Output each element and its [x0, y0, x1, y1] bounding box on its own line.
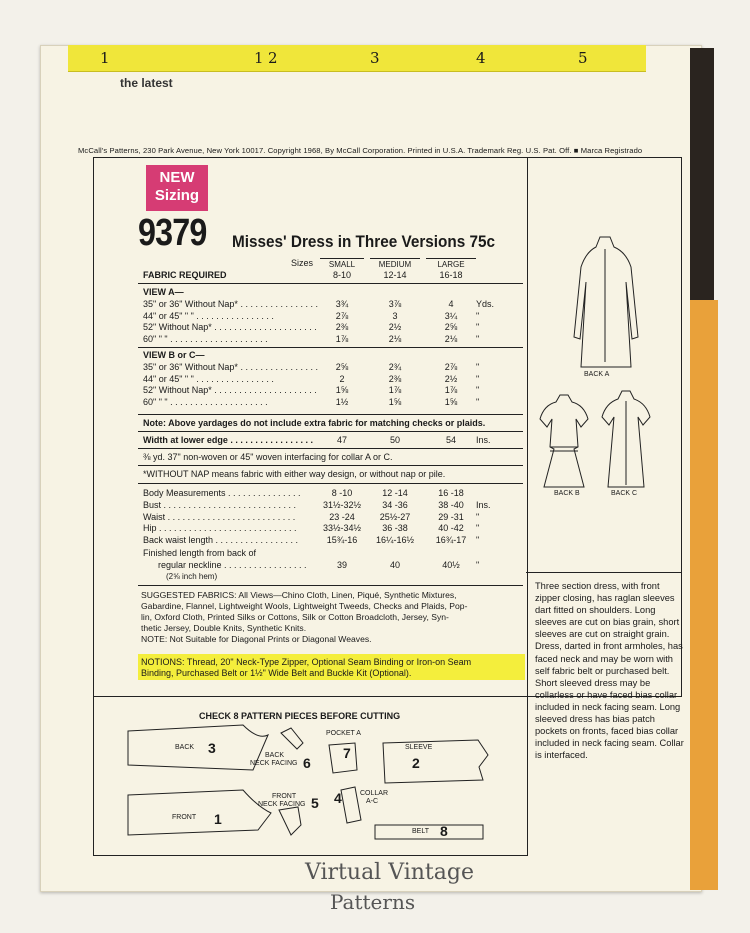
table-cell: 2⅜ [335, 322, 349, 332]
front-neck-label2: NECK FACING [258, 801, 306, 808]
table-cell: Bust . . . . . . . . . . . . . . . . . . . . . . . . . . . [143, 500, 297, 510]
sizes-label: Sizes [291, 258, 314, 268]
table-cell: 29 -31 [438, 511, 464, 522]
background-orange-edge [690, 300, 718, 890]
table-cell: 31½-32½ [322, 500, 362, 510]
width-lower-edge-label: Width at lower edge . . . . . . . . . . . . . . . . . [143, 435, 313, 445]
table-cell: 44" or 45" " " . . . . . . . . . . . . . . . . [143, 310, 274, 321]
table-cell: 36 -38 [382, 523, 408, 533]
table-cell: 3¾ [335, 299, 349, 309]
notions-line2: Binding, Purchased Belt or 1½" Wide Belt and Buckle Kit (Optional). [141, 668, 412, 678]
pattern-title: Misses' Dress in Three Versions 75c [232, 232, 496, 251]
back-neck-label2: NECK FACING [250, 760, 298, 767]
table-cell: " [476, 333, 480, 344]
sleeve-label: SLEEVE [405, 744, 433, 751]
table-cell: 35" or 36" Without Nap* . . . . . . . . . . . . . . . . [143, 362, 318, 372]
finished-length-hem: (2⅝ inch hem) [166, 572, 218, 581]
table-cell: 16¾-17 [435, 534, 467, 545]
table-cell: 35" or 36" Without Nap* . . . . . . . . . . . . . . . . [143, 299, 318, 309]
table-cell: 3¼ [444, 310, 458, 321]
table-cell: " [476, 373, 480, 384]
yardage-note: Note: Above yardages do not include extra fabric for matching checks or plaids. [143, 418, 486, 428]
table-cell: " [476, 322, 480, 332]
view-a-heading: VIEW A— [143, 287, 184, 297]
table-cell: 2⅝ [444, 322, 458, 332]
pattern-pieces-diagram [93, 695, 526, 855]
size-small-range: 8-10 [332, 270, 351, 280]
table-cell: 1⅝ [388, 396, 402, 407]
table-cell: 60" " " . . . . . . . . . . . . . . . . . . . . [143, 333, 268, 344]
size-medium-header: MEDIUM [370, 258, 420, 269]
pocket-label: POCKET A [326, 730, 361, 737]
belt-number: 8 [440, 823, 448, 839]
ruler-mark-4: 4 [476, 49, 486, 67]
back-piece-icon [128, 725, 268, 770]
finished-length-line1: Finished length from back of [143, 548, 257, 558]
table-cell: 2½ [388, 322, 402, 332]
bm-small: 8 -10 [331, 488, 353, 498]
new-sizing-badge: NEW Sizing [146, 165, 208, 211]
measuring-tape [68, 45, 646, 72]
size-large-range: 16-18 [439, 270, 463, 280]
table-cell: " [476, 523, 480, 533]
back-neck-facing-icon [281, 728, 303, 749]
width-large: 54 [445, 435, 456, 445]
collar-label: COLLAR [360, 790, 389, 797]
table-cell: 38 -40 [438, 500, 464, 510]
table-cell: Yds. [476, 299, 495, 309]
fabric-line: NOTE: Not Suitable for Diagonal Prints or Diagonal Weaves. [141, 634, 372, 644]
table-cell: 44" or 45" " " . . . . . . . . . . . . . . . . [143, 373, 274, 384]
table-cell: 2⅞ [335, 310, 349, 321]
pocket-number: 7 [343, 745, 351, 761]
finished-small: 39 [336, 560, 347, 570]
fabric-line: Gabardine, Flannel, Lightweight Wools, Lightweight Tweeds, Checks and Plaids, Pop- [141, 601, 468, 611]
ruler-mark-2: 2 [268, 49, 278, 67]
table-cell: 1⅝ [444, 396, 458, 407]
bm-large: 16 -18 [438, 488, 464, 498]
finished-length-line2: regular neckline . . . . . . . . . . . . . . . . . [158, 560, 307, 570]
table-cell: 2⅝ [335, 362, 349, 372]
front-piece-icon [128, 790, 271, 835]
table-cell: 23 -24 [329, 511, 355, 522]
collar-label2: A-C [366, 798, 379, 805]
belt-piece-icon [375, 825, 483, 839]
table-cell: 15¾-16 [326, 534, 358, 545]
table-cell: 1⅞ [444, 385, 458, 395]
table-cell: " [476, 396, 480, 407]
table-cell: 2⅛ [444, 333, 458, 344]
ruler-mark-5: 5 [578, 49, 588, 67]
collar-piece-icon [341, 787, 361, 823]
back-neck-number: 6 [303, 755, 311, 771]
back-a-label: BACK A [584, 371, 610, 378]
table-cell: 60" " " . . . . . . . . . . . . . . . . . . . . [143, 396, 268, 407]
table-cell: 2 [339, 373, 345, 384]
view-bc-heading: VIEW B or C— [143, 350, 205, 360]
sleeve-piece-icon [383, 740, 488, 783]
back-neck-label: BACK [265, 752, 285, 759]
size-small-header: SMALL [320, 258, 364, 269]
table-cell: 1⅞ [335, 333, 349, 344]
dress-views-illustration [526, 157, 681, 497]
size-large-header: LARGE [426, 258, 476, 269]
table-cell: " [476, 534, 480, 545]
table-cell: 4 [448, 299, 454, 309]
belt-label: BELT [412, 828, 429, 835]
width-unit: Ins. [476, 435, 491, 445]
table-cell: 2⅞ [444, 362, 458, 372]
background-dark-edge [690, 48, 714, 308]
table-cell: 34 -36 [382, 500, 408, 510]
table-cell: Ins. [476, 500, 491, 510]
copyright-line: McCall's Patterns, 230 Park Avenue, New York 10017. Copyright 1968, By McCall Corporation. Printed in U.S.A. Trademark Reg. U.S. Pat. Off. ■ Marca Registrado [78, 146, 643, 155]
ruler-mark-3: 3 [370, 49, 380, 67]
fabric-line: SUGGESTED FABRICS: All Views—Chino Cloth, Linen, Piqué, Synthetic Mixtures, [141, 590, 457, 600]
table-cell: Hip . . . . . . . . . . . . . . . . . . . . . . . . . . . . [143, 523, 297, 533]
body-measurements-label: Body Measurements . . . . . . . . . . . . . . . [143, 488, 301, 498]
table-cell: 1⅞ [388, 385, 402, 395]
table-cell: 2⅛ [388, 333, 402, 344]
back-a-dress-icon [574, 237, 638, 367]
front-piece-label: FRONT [172, 814, 197, 821]
table-cell: 3⅞ [388, 299, 402, 309]
sleeve-number: 2 [412, 755, 420, 771]
interfacing-note: ⅜ yd. 37" non-woven or 45" woven interfacing for collar A or C. [143, 452, 393, 462]
table-cell: 40 -42 [438, 523, 464, 533]
finished-medium: 40 [389, 560, 400, 570]
table-cell: 52" Without Nap* . . . . . . . . . . . . . . . . . . . . . [143, 322, 317, 332]
bm-medium: 12 -14 [382, 488, 408, 498]
table-cell: " [476, 511, 480, 522]
finished-unit: " [476, 560, 480, 570]
width-small: 47 [336, 435, 347, 445]
front-neck-label: FRONT [272, 793, 297, 800]
front-neck-facing-icon [279, 807, 301, 835]
fabric-line: lin, Oxford Cloth, Printed Silks or Cottons, Silk or Cotton Broadcloth, Jersey, Syn- [141, 612, 449, 622]
notions-line1: NOTIONS: Thread, 20" Neck-Type Zipper, Optional Seam Binding or Iron-on Seam [141, 657, 472, 667]
watermark-line1: Virtual Vintage [305, 860, 474, 885]
table-cell: " [476, 385, 480, 395]
table-cell: 52" Without Nap* . . . . . . . . . . . . . . . . . . . . . [143, 385, 317, 395]
table-cell: 2⅜ [388, 373, 402, 384]
table-cell: 2½ [444, 373, 458, 384]
table-cell: 2¾ [388, 362, 402, 372]
width-medium: 50 [389, 435, 400, 445]
ruler-mark-1: 1 [254, 49, 264, 67]
table-cell: " [476, 362, 480, 372]
fabric-line: thetic Jersey, Double Knits, Synthetic Knits. [141, 623, 307, 633]
table-cell: 33½-34½ [322, 523, 362, 533]
dress-description: Three section dress, with front zipper closing, has raglan sleeves dart fitted on shoulders. Long sleeves are cut on bias grain, short sleeves are cut on straight grain. Dress, darted in front armholes, has faced neck and may be worn with self fabric belt or purchased belt. Short sleeved dress may be collarless or have faced bias collar included in neck facing seam. Long sleeved dress has bias patch pockets on fronts, faced bias collar included in neck facing seam. Collar is interfaced. [535, 581, 684, 761]
back-b-dress-icon [540, 395, 588, 487]
back-piece-label: BACK [175, 744, 195, 751]
table-cell: 1½ [335, 396, 349, 407]
table-cell: Back waist length . . . . . . . . . . . . . . . . . [143, 534, 299, 545]
back-piece-number: 3 [208, 740, 216, 756]
table-cell: Waist . . . . . . . . . . . . . . . . . . . . . . . . . . [143, 511, 296, 522]
front-neck-number: 5 [311, 795, 319, 811]
collar-number: 4 [334, 790, 342, 806]
without-nap-note: *WITHOUT NAP means fabric with either way design, or without nap or pile. [143, 469, 446, 479]
table-cell: 3 [392, 310, 398, 321]
size-medium-range: 12-14 [383, 270, 407, 280]
table-cell: " [476, 310, 480, 321]
back-c-label: BACK C [611, 490, 638, 497]
ruler-mark-1: 1 [100, 49, 110, 67]
table-cell: 1⅝ [335, 385, 349, 395]
back-b-label: BACK B [554, 490, 580, 497]
pattern-number: 9379 [138, 212, 207, 254]
pieces-heading: CHECK 8 PATTERN PIECES BEFORE CUTTING [199, 711, 401, 721]
peek-text: the latest [120, 76, 173, 90]
front-piece-number: 1 [214, 811, 222, 827]
finished-large: 40½ [442, 560, 460, 570]
fabric-required-heading: FABRIC REQUIRED [143, 270, 227, 280]
table-cell: 25½-27 [379, 511, 411, 522]
table-cell: 16¼-16½ [375, 534, 415, 545]
watermark-line2: Patterns [330, 890, 416, 914]
